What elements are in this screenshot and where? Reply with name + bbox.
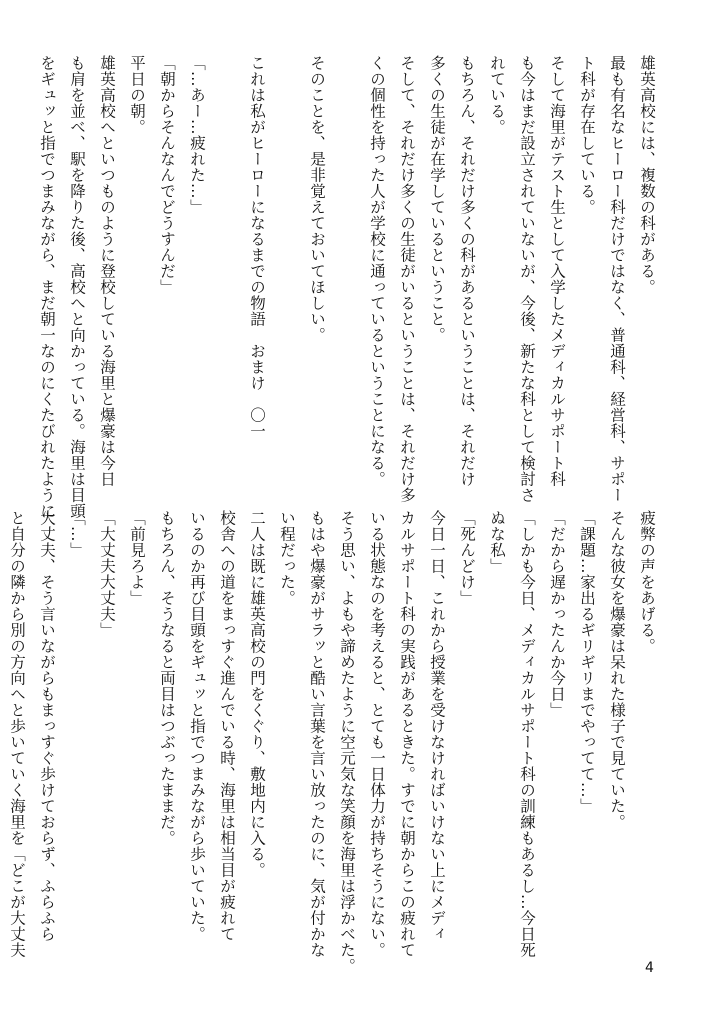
bottom-text-line: もちろん、そうなると両目はつぶったままだ。 — [158, 510, 176, 846]
top-text-line: もちろん、それだけ多くの科があるということは、それだけ — [458, 55, 476, 487]
bottom-text-line: 今日一日、これから授業を受けなければいけない上にメディ — [428, 510, 446, 942]
top-text-line: そのことを、是非覚えておいてほしい。 — [308, 55, 326, 343]
bottom-text-line: 「大丈夫大丈夫」 — [98, 510, 116, 638]
top-text-line: ト科が存在している。 — [578, 55, 596, 215]
top-text-line: 「朝からそんなんでどうすんだ」 — [158, 55, 176, 295]
bottom-text-line: 「死んどけ」 — [458, 510, 476, 606]
top-text-line: をギュッと指でつまみながら、まだ朝一なのにくたびれたように — [38, 55, 56, 519]
top-text-line: 「…あー…疲れた…」 — [188, 55, 206, 215]
top-text-line: 雄英高校へといつものように登校している海里と爆豪は今日 — [98, 55, 116, 487]
top-text-line: そして、それだけ多くの生徒がいるということは、それだけ多 — [398, 55, 416, 503]
bottom-text-line: い程だった。 — [278, 510, 296, 606]
page-number: 4 — [645, 960, 654, 976]
bottom-text-line: 大丈夫、そう言いながらもまっすぐ歩けておらず、ふらふら — [38, 510, 56, 942]
bottom-text-line: 「前見ろよ」 — [128, 510, 146, 606]
top-text-line: 雄英高校には、複数の科がある。 — [638, 55, 656, 295]
bottom-text-line: 「だから遅かったんか今日」 — [548, 510, 566, 718]
top-text-line: も今はまだ設立されていないが、今後、新たな科として検討さ — [518, 55, 536, 503]
bottom-text-line: そう思い、よもや諦めたように空元気な笑顔を海里は浮かべた。 — [338, 510, 356, 974]
bottom-text-line: 疲弊の声をあげる。 — [638, 510, 656, 654]
top-text-line — [212, 55, 242, 495]
bottom-text-line: 校舎への道をまっすぐ進んでいる時、海里は相当目が疲れて — [218, 510, 236, 942]
bottom-text-line: カルサポート科の実践があるときた。すでに朝からこの疲れて — [398, 510, 416, 958]
bottom-text-line: ぬな私」 — [488, 510, 506, 574]
bottom-text-line: いる状態なのを考えると、とても一日体力が持ちそうにない。 — [368, 510, 386, 958]
bottom-text-line: そんな彼女を爆豪は呆れた様子で見ていた。 — [608, 510, 626, 830]
top-text-line: 多くの生徒が在学しているということ。 — [428, 55, 446, 343]
bottom-text-line: いるのか再び目頭をギュッと指でつまみながら歩いていた。 — [188, 510, 206, 942]
bottom-text-line: 「…」 — [68, 510, 86, 558]
top-text-line: そして海里がテスト生として入学したメディカルサポート科 — [548, 55, 566, 487]
top-text-line — [272, 55, 302, 495]
bottom-text-line: 「しかも今日、メディカルサポート科の訓練もあるし…今日死 — [518, 510, 536, 958]
text-block-top — [32, 55, 662, 519]
top-text-line: れている。 — [488, 55, 506, 135]
top-text-line: くの個性を持った人が学校に通っているということになる。 — [368, 55, 386, 487]
bottom-text-line: と自分の隣から別の方向へと歩いていく海里を「どこが大丈夫 — [8, 510, 26, 958]
top-text-line: 平日の朝。 — [128, 55, 146, 135]
text-block-bottom — [2, 510, 662, 974]
top-text-line: も肩を並べ、駅を降りた後、高校へと向かっている。海里は目頭 — [68, 55, 86, 519]
top-text-line: 最も有名なヒーロー科だけではなく、普通科、経営科、サポー — [608, 55, 626, 503]
bottom-text-line: 「課題…家出るギリギリまでやってて…」 — [578, 510, 596, 814]
bottom-text-line: 二人は既に雄英高校の門をくぐり、敷地内に入る。 — [248, 510, 266, 878]
bottom-text-line: もはや爆豪がサラッと酷い言葉を言い放ったのに、気が付かな — [308, 510, 326, 958]
top-text-line: これは私がヒーローになるまでの物語 おまけ 〇一 — [248, 55, 266, 439]
top-text-line — [332, 55, 362, 495]
